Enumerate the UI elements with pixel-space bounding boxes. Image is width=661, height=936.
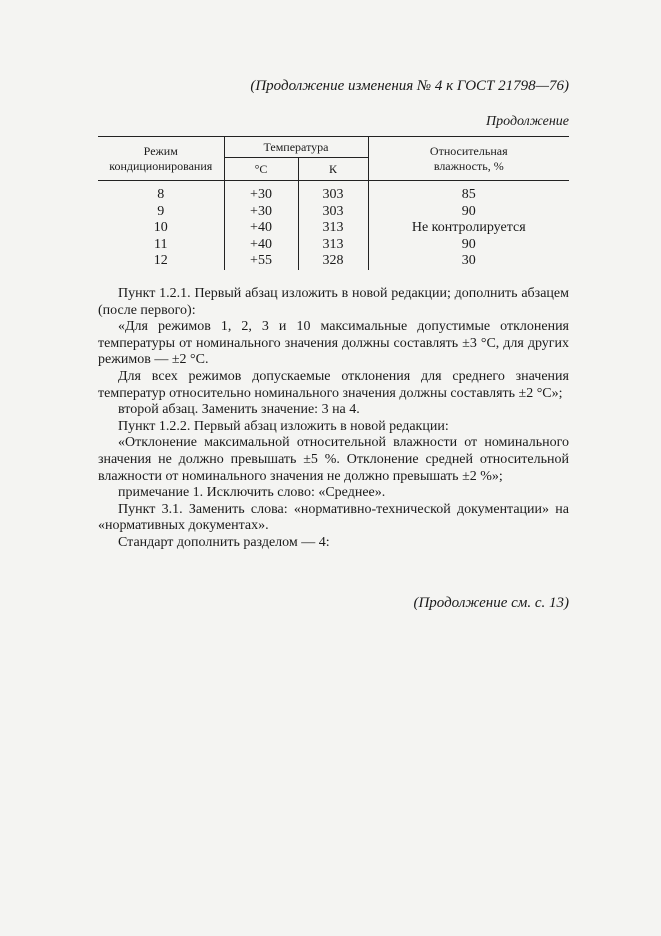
cell-mode: 11 — [154, 236, 168, 252]
cell-mode: 10 — [153, 220, 168, 235]
paragraph: Пункт 3.1. Заменить слова: «нормативно-технической документации» на «нормативных документах». — [98, 501, 569, 534]
page-footer: (Продолжение см. с. 13) — [413, 595, 569, 611]
paragraph: Пункт 1.2.1. Первый абзац изложить в новой редакции; дополнить абзацем (после первого): — [98, 286, 569, 318]
amendment-text — [98, 286, 569, 552]
cell-mode: 12 — [153, 253, 168, 268]
paragraph: Пункт 1.2.2. Первый абзац изложить в новой редакции: — [118, 418, 449, 434]
header-celsius: °С — [224, 158, 298, 181]
paragraph: Стандарт дополнить разделом — 4: — [118, 534, 330, 550]
conditioning-modes-table — [98, 136, 569, 270]
table-row — [98, 220, 569, 237]
cell-kelvin: 313 — [298, 220, 368, 237]
cell-humidity: 90 — [368, 204, 569, 221]
paragraph: второй абзац. Заменить значение: 3 на 4. — [118, 402, 360, 418]
cell-humidity: 85 — [368, 181, 569, 204]
table-row — [98, 237, 569, 254]
cell-kelvin: 303 — [298, 204, 368, 221]
page-header: (Продолжение изменения № 4 к ГОСТ 21798—76) — [250, 78, 569, 94]
cell-mode: 9 — [157, 203, 165, 219]
cell-humidity: Не контролируется — [368, 220, 569, 237]
paragraph: примечание 1. Исключить слово: «Среднее». — [118, 485, 386, 501]
table-row — [98, 181, 569, 204]
header-mode: Режим кондиционирования — [98, 137, 224, 181]
cell-kelvin: 303 — [298, 181, 368, 204]
cell-celsius: +40 — [224, 220, 298, 237]
cell-humidity: 30 — [368, 253, 569, 270]
paragraph: «Для режимов 1, 2, 3 и 10 максимальные допустимые отклонения температуры от номинального значения должны составлять ±3 °С, для других режимов — ±2 °С. — [98, 319, 569, 368]
cell-celsius: +30 — [224, 181, 298, 204]
table-row — [98, 204, 569, 221]
paragraph: «Отклонение максимальной относительной влажности от номинального значения не должно превышать ±5 %. Отклонение средней относительной влажности от номинального значения не должно превышать ±2 %»; — [98, 435, 569, 484]
paragraph: Для всех режимов допускаемые отклонения для среднего значения температур относительно номинального значения должны составлять ±2 °С»; — [98, 368, 569, 401]
cell-kelvin: 313 — [298, 237, 368, 254]
cell-celsius: +30 — [224, 204, 298, 221]
cell-humidity: 90 — [368, 237, 569, 254]
cell-mode: 8 — [157, 187, 165, 202]
cell-kelvin: 328 — [298, 253, 368, 270]
continuation-label: Продолжение — [486, 114, 569, 129]
header-kelvin: К — [298, 158, 368, 181]
cell-celsius: +40 — [224, 237, 298, 254]
header-humidity: Относительная влажность, % — [368, 137, 569, 181]
table-row — [98, 253, 569, 270]
cell-celsius: +55 — [224, 253, 298, 270]
header-temperature: Температура — [224, 137, 368, 158]
